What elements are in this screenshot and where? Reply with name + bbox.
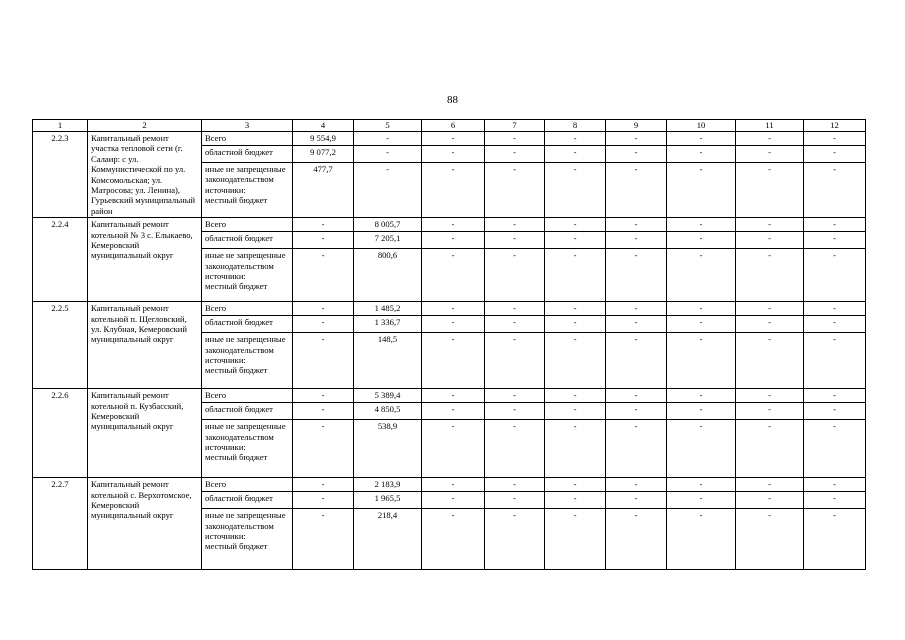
column-header: 5 (354, 120, 422, 132)
value-total: - (293, 302, 354, 316)
column-header: 3 (202, 120, 293, 132)
source-label-total: Всего (202, 218, 293, 232)
value-total: - (736, 218, 804, 232)
value-total: - (804, 478, 866, 492)
header-row (33, 120, 866, 132)
value-local: - (667, 163, 736, 218)
value-regional: - (422, 403, 485, 420)
value-regional: - (606, 403, 667, 420)
item-code: 2.2.7 (33, 478, 88, 570)
item-code: 2.2.4 (33, 218, 88, 302)
value-local: - (736, 420, 804, 478)
source-label-total: Всего (202, 132, 293, 146)
source-label-total: Всего (202, 389, 293, 403)
value-local: - (606, 163, 667, 218)
value-total: - (293, 218, 354, 232)
value-local: - (545, 249, 606, 302)
value-local: - (804, 249, 866, 302)
value-local: - (736, 333, 804, 389)
item-name: Капитальный ремонт участка тепловой сети (г. Салаир: с ул. Коммунистической по ул. Комсомольская; ул. Матросова; ул. Ленина), Гурьевский муниципальный район (88, 132, 202, 218)
value-local: - (293, 420, 354, 478)
value-local: - (545, 333, 606, 389)
value-local: - (485, 249, 545, 302)
value-regional: 9 077,2 (293, 146, 354, 163)
value-local: - (667, 249, 736, 302)
source-label-total: Всего (202, 302, 293, 316)
source-label-other-text: иные не запрещенные законодательством источники: (205, 421, 286, 453)
value-total: - (606, 389, 667, 403)
column-header: 12 (804, 120, 866, 132)
source-label-local: местный бюджет (205, 281, 268, 292)
value-regional: - (293, 316, 354, 333)
value-regional: - (667, 492, 736, 509)
value-regional: - (545, 492, 606, 509)
table-row (33, 132, 866, 146)
value-total: - (485, 302, 545, 316)
value-total: - (422, 478, 485, 492)
value-total: 1 485,2 (354, 302, 422, 316)
value-local: - (667, 420, 736, 478)
table-body (33, 120, 866, 570)
value-local: - (293, 249, 354, 302)
source-label-other (202, 163, 293, 218)
source-label-local: местный бюджет (205, 541, 268, 552)
source-label-other-text: иные не запрещенные законодательством источники: (205, 164, 286, 195)
value-local: 800,6 (354, 249, 422, 302)
value-local: - (606, 420, 667, 478)
source-label-other-text: иные не запрещенные законодательством источники: (205, 334, 286, 366)
value-local: - (804, 163, 866, 218)
value-regional: - (545, 316, 606, 333)
table-row (33, 218, 866, 232)
value-regional: - (736, 232, 804, 249)
value-local: - (422, 163, 485, 218)
column-header: 11 (736, 120, 804, 132)
value-total: - (736, 389, 804, 403)
value-local: - (545, 509, 606, 570)
value-regional: - (606, 232, 667, 249)
value-total: - (606, 478, 667, 492)
value-local: - (422, 420, 485, 478)
budget-table (32, 119, 866, 570)
column-header: 1 (33, 120, 88, 132)
value-local: - (354, 163, 422, 218)
value-local: - (545, 163, 606, 218)
value-regional: - (736, 316, 804, 333)
value-regional: - (485, 316, 545, 333)
source-label-other (202, 333, 293, 389)
value-total: - (422, 389, 485, 403)
value-total: - (545, 132, 606, 146)
value-local: - (606, 509, 667, 570)
column-header: 7 (485, 120, 545, 132)
value-local: - (804, 509, 866, 570)
value-local: - (667, 509, 736, 570)
value-total: - (804, 302, 866, 316)
value-regional: - (293, 492, 354, 509)
value-regional: - (485, 146, 545, 163)
value-local: - (545, 420, 606, 478)
value-regional: - (804, 232, 866, 249)
value-local: - (293, 509, 354, 570)
value-total: - (804, 132, 866, 146)
value-total: - (485, 132, 545, 146)
source-label-regional: областной бюджет (202, 492, 293, 509)
item-name: Капитальный ремонт котельной п. Кузбасский, Кемеровский муниципальный округ (88, 389, 202, 478)
value-regional: - (736, 146, 804, 163)
value-total: - (545, 478, 606, 492)
source-label-other-text: иные не запрещенные законодательством источники: (205, 510, 286, 542)
item-name: Капитальный ремонт котельной с. Верхотомское, Кемеровский муниципальный округ (88, 478, 202, 570)
column-header: 4 (293, 120, 354, 132)
value-regional: 7 205,1 (354, 232, 422, 249)
value-regional: - (485, 492, 545, 509)
value-regional: 1 965,5 (354, 492, 422, 509)
value-regional: - (485, 403, 545, 420)
value-local: - (667, 333, 736, 389)
value-regional: - (422, 146, 485, 163)
value-total: - (354, 132, 422, 146)
value-local: - (485, 333, 545, 389)
value-local: - (422, 249, 485, 302)
item-code: 2.2.3 (33, 132, 88, 218)
value-regional: - (804, 403, 866, 420)
value-regional: - (606, 146, 667, 163)
value-total: - (606, 302, 667, 316)
item-code: 2.2.6 (33, 389, 88, 478)
source-label-local: местный бюджет (205, 195, 268, 206)
source-label-other (202, 509, 293, 570)
value-local: - (736, 509, 804, 570)
value-regional: - (804, 316, 866, 333)
value-total: - (667, 218, 736, 232)
value-regional: - (736, 492, 804, 509)
value-local: 477,7 (293, 163, 354, 218)
value-total: - (667, 389, 736, 403)
source-label-regional: областной бюджет (202, 316, 293, 333)
value-local: - (736, 163, 804, 218)
value-total: - (804, 389, 866, 403)
value-local: - (422, 509, 485, 570)
value-local: - (606, 333, 667, 389)
value-local: - (606, 249, 667, 302)
item-code: 2.2.5 (33, 302, 88, 389)
source-label-local: местный бюджет (205, 452, 268, 463)
value-regional: - (667, 316, 736, 333)
value-regional: - (354, 146, 422, 163)
value-total: - (736, 478, 804, 492)
value-regional: - (804, 146, 866, 163)
value-regional: - (422, 232, 485, 249)
value-total: - (545, 389, 606, 403)
value-regional: - (545, 403, 606, 420)
value-local: 148,5 (354, 333, 422, 389)
value-regional: - (545, 232, 606, 249)
value-regional: - (422, 316, 485, 333)
value-total: - (667, 302, 736, 316)
column-header: 9 (606, 120, 667, 132)
value-regional: - (293, 232, 354, 249)
value-total: - (736, 132, 804, 146)
value-total: - (606, 218, 667, 232)
value-total: - (804, 218, 866, 232)
value-local: - (485, 163, 545, 218)
value-total: 5 389,4 (354, 389, 422, 403)
value-local: - (804, 333, 866, 389)
value-total: - (422, 218, 485, 232)
value-regional: - (545, 146, 606, 163)
value-total: - (485, 218, 545, 232)
source-label-other (202, 420, 293, 478)
value-local: - (422, 333, 485, 389)
value-local: 538,9 (354, 420, 422, 478)
value-local: - (293, 333, 354, 389)
value-total: - (422, 302, 485, 316)
value-total: - (422, 132, 485, 146)
value-regional: 4 850,5 (354, 403, 422, 420)
value-local: - (485, 509, 545, 570)
value-regional: - (804, 492, 866, 509)
column-header: 10 (667, 120, 736, 132)
value-regional: - (606, 492, 667, 509)
value-total: - (667, 478, 736, 492)
value-total: - (485, 389, 545, 403)
source-label-regional: областной бюджет (202, 146, 293, 163)
value-total: - (545, 218, 606, 232)
value-regional: - (606, 316, 667, 333)
value-regional: - (667, 146, 736, 163)
table-row (33, 302, 866, 316)
value-total: - (667, 132, 736, 146)
value-regional: - (293, 403, 354, 420)
value-local: - (804, 420, 866, 478)
column-header: 8 (545, 120, 606, 132)
value-local: - (736, 249, 804, 302)
value-total: - (606, 132, 667, 146)
column-header: 6 (422, 120, 485, 132)
page-number: 88 (447, 94, 458, 106)
value-regional: - (485, 232, 545, 249)
value-local: - (485, 420, 545, 478)
source-label-local: местный бюджет (205, 365, 268, 376)
value-regional: - (667, 403, 736, 420)
source-label-other (202, 249, 293, 302)
value-total: 8 005,7 (354, 218, 422, 232)
source-label-regional: областной бюджет (202, 232, 293, 249)
value-local: 218,4 (354, 509, 422, 570)
value-regional: 1 336,7 (354, 316, 422, 333)
value-regional: - (736, 403, 804, 420)
value-total: 2 183,9 (354, 478, 422, 492)
value-total: 9 554,9 (293, 132, 354, 146)
value-total: - (293, 478, 354, 492)
value-total: - (736, 302, 804, 316)
value-regional: - (667, 232, 736, 249)
item-name: Капитальный ремонт котельной № 3 с. Елыкаево, Кемеровский муниципальный округ (88, 218, 202, 302)
value-total: - (545, 302, 606, 316)
source-label-regional: областной бюджет (202, 403, 293, 420)
column-header: 2 (88, 120, 202, 132)
item-name: Капитальный ремонт котельной п. Щегловский, ул. Клубная, Кемеровский муниципальный округ (88, 302, 202, 389)
source-label-total: Всего (202, 478, 293, 492)
source-label-other-text: иные не запрещенные законодательством источники: (205, 250, 286, 282)
value-total: - (485, 478, 545, 492)
table-row (33, 389, 866, 403)
value-regional: - (422, 492, 485, 509)
value-total: - (293, 389, 354, 403)
table-row (33, 478, 866, 492)
